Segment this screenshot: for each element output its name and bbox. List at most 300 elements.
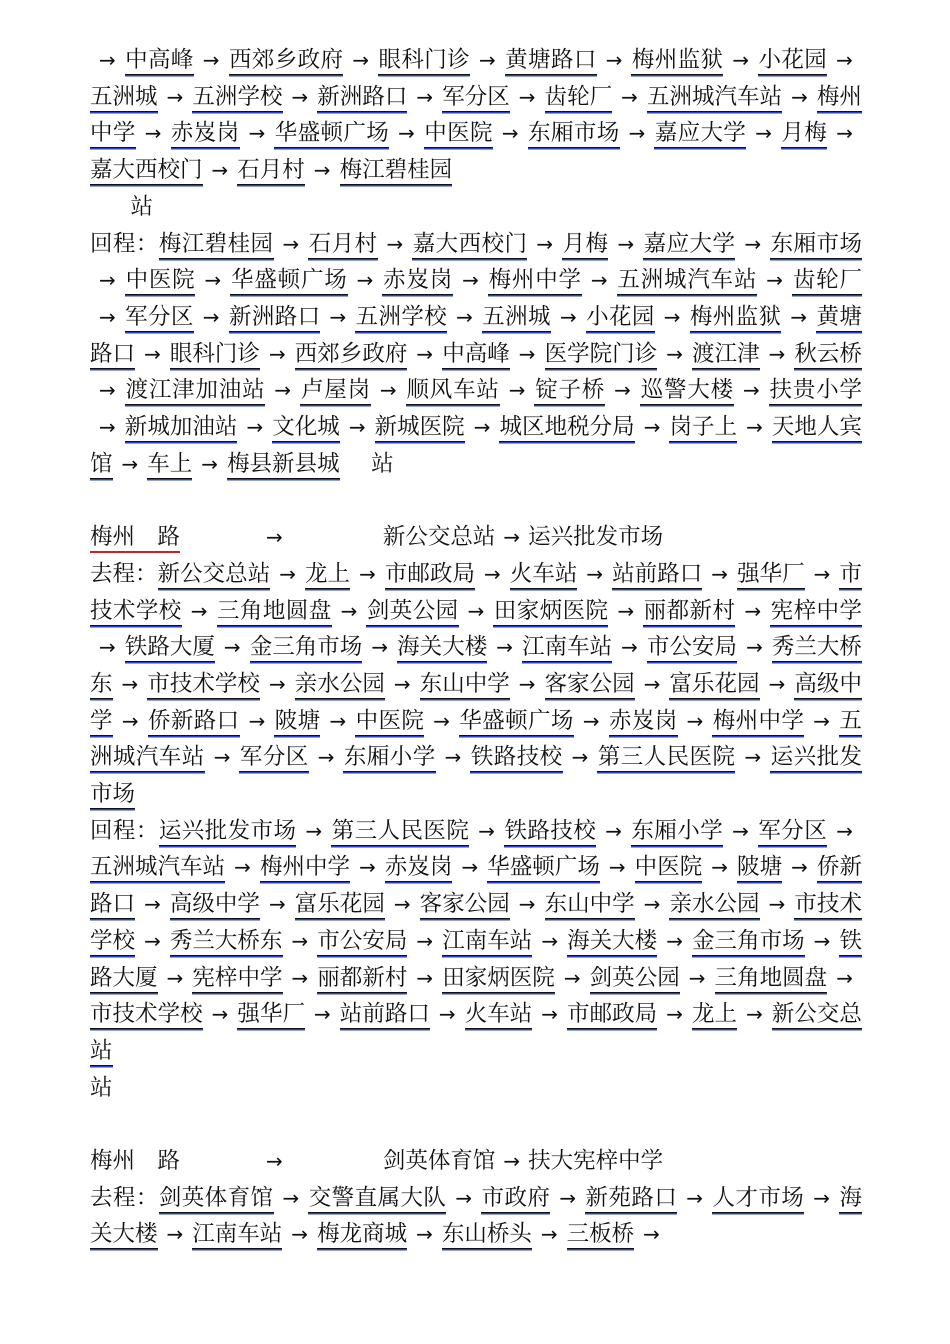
stop-name[interactable]: 东山桥头 — [441, 1221, 532, 1248]
arrow-icon: → — [121, 708, 139, 733]
arrow-icon: → — [121, 451, 139, 476]
route-origin: 剑英体育馆 — [382, 1148, 496, 1175]
stop-name[interactable]: 小花园 — [758, 47, 828, 73]
route-destination: 扶大宪梓中学 — [528, 1148, 664, 1175]
arrow-icon: → — [813, 708, 831, 733]
arrow-icon: → — [768, 892, 786, 917]
stop-name[interactable]: 侨新路口 — [147, 707, 240, 734]
stop-name[interactable]: 剑英公园 — [366, 597, 459, 624]
stop-name[interactable]: 三角地圆盘 — [216, 597, 332, 624]
stop-name[interactable]: 西郊乡政府 — [228, 47, 344, 73]
stop-name[interactable]: 田家炳医院 — [493, 597, 609, 624]
stop-name[interactable]: 军分区 — [124, 303, 194, 330]
stop-name[interactable]: 中医院 — [423, 120, 493, 147]
stop-name[interactable]: 文化城 — [272, 414, 340, 441]
arrow-icon: → — [99, 304, 116, 329]
arrow-icon: → — [279, 561, 296, 586]
stop-name[interactable]: 秀兰大桥东 — [169, 927, 283, 954]
stop-name[interactable]: 卢屋岗 — [300, 377, 371, 404]
stop-name[interactable]: 东厢小学 — [343, 744, 436, 771]
stop-name[interactable]: 城区地税分局 — [499, 414, 635, 441]
arrow-icon: → — [416, 928, 434, 953]
route-title — [90, 519, 862, 556]
arrow-icon: → — [329, 708, 347, 733]
arrow-icon: → — [166, 1222, 184, 1247]
arrow-icon: → — [732, 48, 750, 72]
arrow-icon: → — [790, 304, 808, 329]
stop-name[interactable]: 富乐花园 — [669, 670, 760, 697]
stop-name[interactable]: 三板桥 — [566, 1221, 635, 1248]
stop-suffix: 站 — [130, 193, 154, 220]
stop-name[interactable]: 车上 — [147, 450, 193, 477]
arrow-icon: → — [371, 635, 389, 660]
stop-name[interactable]: 中医院 — [355, 707, 425, 734]
arrow-icon: → — [416, 84, 434, 109]
arrow-icon: → — [518, 341, 536, 366]
stop-name[interactable]: 新洲路口 — [228, 303, 321, 330]
stop-name[interactable]: 秋云桥 — [794, 340, 862, 367]
stop-name[interactable]: 海关大楼 — [90, 1184, 862, 1248]
arrow-icon: → — [291, 965, 309, 990]
stop-name[interactable]: 剑英体育馆 — [158, 1184, 274, 1211]
route-road: 路 — [157, 524, 181, 551]
arrow-icon: → — [398, 121, 415, 146]
stop-name[interactable]: 江南车站 — [522, 634, 613, 661]
stop-name[interactable]: 梅州监狱 — [689, 303, 782, 330]
stop-name[interactable]: 龙上 — [691, 1001, 738, 1028]
stop-name[interactable]: 市技术学校 — [147, 670, 260, 697]
stop-name[interactable]: 五洲学校 — [355, 303, 448, 330]
arrow-icon: → — [643, 892, 661, 917]
arrow-icon: → — [144, 928, 161, 953]
arrow-icon: → — [462, 268, 479, 293]
arrow-icon: → — [744, 745, 762, 770]
arrow-icon: → — [352, 48, 370, 72]
arrow-icon: → — [503, 525, 521, 550]
arrow-icon: → — [508, 378, 526, 403]
stop-name[interactable]: 渡江津加油站 — [124, 377, 266, 404]
stop-name[interactable]: 火车站 — [464, 1001, 533, 1028]
arrow-icon: → — [201, 451, 219, 476]
arrow-icon: → — [484, 561, 501, 586]
stop-name[interactable]: 眼科门诊 — [169, 340, 260, 367]
route-origin: 新公交总站 — [382, 524, 496, 551]
arrow-icon: → — [340, 598, 358, 623]
section-gap — [90, 1106, 862, 1143]
arrow-icon: → — [202, 304, 220, 329]
arrow-icon: → — [813, 1185, 831, 1210]
stop-suffix: 站 — [90, 1074, 113, 1101]
stop-name[interactable]: 市公安局 — [317, 927, 408, 954]
stop-name[interactable]: 梅江碧桂园 — [158, 230, 274, 257]
stop-name[interactable]: 医学院门诊 — [544, 340, 658, 367]
stop-name[interactable]: 梅龙商城 — [317, 1221, 408, 1248]
stop-name[interactable]: 梅县新县城 — [227, 450, 340, 477]
stop-name[interactable]: 华盛顿广场 — [230, 267, 348, 294]
stop-name[interactable]: 赤岌岗 — [170, 120, 240, 147]
arrow-icon: → — [836, 48, 853, 72]
route-document — [90, 42, 862, 1253]
stop-name[interactable]: 客家公园 — [544, 670, 635, 697]
stop-name[interactable]: 金三角市场 — [691, 927, 805, 954]
arrow-icon: → — [503, 1149, 521, 1174]
stop-name[interactable]: 亲水公园 — [669, 891, 760, 918]
stop-name[interactable]: 海关大楼 — [567, 927, 658, 954]
stop-name[interactable]: 五洲城 — [481, 303, 551, 330]
stop-name[interactable]: 侨新路口 — [90, 854, 862, 918]
stop-name[interactable]: 田家炳医院 — [442, 964, 555, 991]
stop-name[interactable]: 市邮政局 — [384, 560, 475, 587]
arrow-icon: → — [166, 84, 184, 109]
stop-name[interactable]: 陂塘 — [274, 707, 321, 734]
stop-name[interactable]: 五洲城 — [90, 83, 158, 110]
arrow-icon: → — [313, 158, 331, 183]
arrow-icon: → — [268, 892, 286, 917]
stop-name[interactable]: 嘉大西校门 — [412, 230, 528, 257]
arrow-icon: → — [456, 304, 473, 329]
arrow-icon: → — [386, 231, 404, 256]
arrow-icon: → — [711, 561, 729, 586]
arrow-icon: → — [282, 1185, 300, 1210]
stop-name[interactable]: 军分区 — [239, 744, 309, 771]
stop-name[interactable]: 丽都新村 — [317, 964, 408, 991]
arrow-icon: → — [348, 415, 366, 440]
stop-name[interactable]: 铁路大厦 — [90, 927, 862, 991]
stop-name[interactable]: 市技术学校 — [90, 560, 862, 624]
stop-name[interactable]: 中医院 — [634, 854, 703, 881]
arrow-icon: → — [590, 268, 608, 293]
stop-name[interactable]: 人才市场 — [712, 1184, 805, 1211]
arrow-icon: → — [202, 48, 220, 72]
stop-name[interactable]: 赤岌岗 — [608, 707, 678, 734]
arrow-icon: → — [248, 708, 266, 733]
stop-name[interactable]: 丽都新村 — [643, 597, 736, 624]
arrow-icon: → — [274, 378, 292, 403]
stop-name[interactable]: 强华厂 — [737, 560, 805, 587]
arrow-icon: → — [501, 121, 519, 146]
stop-name[interactable]: 新公交总站 — [157, 560, 271, 587]
stop-name[interactable]: 赤岌岗 — [382, 267, 454, 294]
arrow-icon: → — [518, 892, 536, 917]
leg-label: 去程： — [90, 560, 158, 587]
arrow-icon: → — [614, 378, 631, 403]
stop-name[interactable]: 黄塘路口 — [504, 47, 597, 73]
route-name — [90, 524, 180, 551]
arrow-icon: → — [643, 1222, 660, 1247]
stop-name[interactable]: 梅州中学 — [487, 267, 582, 294]
stop-name[interactable]: 铁路大厦 — [124, 634, 215, 661]
arrow-icon: → — [755, 121, 773, 146]
stop-name[interactable]: 西郊乡政府 — [294, 340, 408, 367]
stop-name[interactable]: 市技术学校 — [90, 1001, 203, 1028]
arrow-icon: → — [314, 1002, 331, 1027]
stop-name[interactable]: 宪梓中学 — [192, 964, 283, 991]
stop-name[interactable]: 五洲学校 — [192, 83, 283, 110]
arrow-icon: → — [766, 268, 784, 293]
stop-name[interactable]: 华盛顿广场 — [487, 854, 600, 881]
stop-name[interactable]: 锭子桥 — [534, 377, 606, 404]
route-leg — [90, 1180, 862, 1253]
arrow-icon: → — [266, 1149, 283, 1174]
stop-name[interactable]: 海关大楼 — [397, 634, 488, 661]
stop-name[interactable]: 梅州中学 — [90, 83, 862, 147]
stop-name[interactable]: 石月村 — [308, 230, 378, 257]
arrow-icon: → — [666, 341, 683, 366]
stop-name[interactable]: 交警直属大队 — [308, 1184, 447, 1211]
stop-name[interactable]: 华盛顿广场 — [274, 120, 390, 147]
stop-name[interactable]: 东山中学 — [544, 891, 635, 918]
arrow-icon: → — [356, 268, 374, 293]
arrow-icon: → — [666, 1002, 683, 1027]
arrow-icon: → — [813, 561, 831, 586]
arrow-icon: → — [518, 671, 536, 696]
arrow-icon: → — [166, 965, 184, 990]
stop-name[interactable]: 小花园 — [585, 303, 655, 330]
leg-label: 去程： — [90, 1184, 159, 1211]
stop-name[interactable]: 五洲城汽车站 — [646, 83, 783, 110]
leg-label: 回程： — [90, 817, 159, 844]
arrow-icon: → — [359, 561, 376, 586]
stop-name[interactable]: 嘉大西校门 — [90, 157, 203, 184]
leg-label: 回程： — [90, 230, 159, 257]
arrow-icon: → — [438, 1002, 456, 1027]
stop-name[interactable]: 铁路技校 — [504, 817, 597, 844]
route-leg — [90, 813, 862, 1107]
stop-name[interactable]: 新洲路口 — [317, 83, 408, 110]
stop-name[interactable]: 站前路口 — [612, 560, 703, 587]
arrow-icon: → — [99, 635, 116, 660]
arrow-icon: → — [393, 892, 411, 917]
arrow-icon: → — [571, 745, 589, 770]
arrow-icon: → — [190, 598, 208, 623]
arrow-icon: → — [742, 378, 760, 403]
stop-name[interactable]: 梅江碧桂园 — [339, 157, 453, 184]
stop-name[interactable]: 新城医院 — [374, 414, 465, 441]
stop-name[interactable]: 中高峰 — [442, 340, 510, 367]
stop-name[interactable]: 剑英公园 — [589, 964, 680, 991]
stop-name[interactable]: 东厢市场 — [770, 230, 862, 257]
stop-name[interactable]: 市邮政局 — [567, 1001, 658, 1028]
stop-name[interactable]: 高级中学 — [169, 891, 260, 918]
arrow-icon: → — [541, 928, 559, 953]
arrow-icon: → — [617, 231, 635, 256]
arrow-icon: → — [211, 1002, 229, 1027]
arrow-icon: → — [541, 1002, 559, 1027]
stop-name[interactable]: 嘉应大学 — [654, 120, 747, 147]
arrow-icon: → — [836, 818, 853, 843]
stop-name[interactable]: 东厢市场 — [527, 120, 620, 147]
route-destination: 运兴批发市场 — [528, 524, 664, 551]
stop-name[interactable]: 顺风车站 — [405, 377, 500, 404]
stop-name[interactable]: 火车站 — [509, 560, 578, 587]
stop-name[interactable]: 五洲城汽车站 — [616, 267, 758, 294]
arrow-icon: → — [732, 818, 749, 843]
arrow-icon: → — [536, 231, 554, 256]
arrow-icon: → — [234, 855, 251, 880]
stop-name[interactable]: 第三人民医院 — [597, 744, 736, 771]
arrow-icon: → — [144, 341, 161, 366]
arrow-icon: → — [291, 84, 309, 109]
arrow-icon: → — [791, 855, 808, 880]
stop-name[interactable]: 巡警大楼 — [639, 377, 734, 404]
route-leg — [90, 42, 862, 226]
stop-name[interactable]: 强华厂 — [237, 1001, 306, 1028]
arrow-icon: → — [605, 48, 623, 72]
route-city: 梅州 — [90, 1148, 136, 1175]
stop-name[interactable]: 第三人民医院 — [331, 817, 470, 844]
arrow-icon: → — [746, 1002, 763, 1027]
stop-name[interactable]: 市政府 — [481, 1184, 551, 1211]
stop-name[interactable]: 市技术学校 — [90, 891, 862, 954]
arrow-icon: → — [461, 855, 479, 880]
stop-name[interactable]: 亲水公园 — [294, 670, 385, 697]
arrow-icon: → — [813, 928, 831, 953]
stop-name[interactable]: 东厢小学 — [630, 817, 724, 844]
arrow-icon: → — [621, 84, 638, 109]
arrow-icon: → — [540, 1222, 558, 1247]
arrow-icon: → — [836, 121, 853, 146]
arrow-icon: → — [359, 855, 376, 880]
stop-name[interactable]: 嘉应大学 — [643, 230, 736, 257]
arrow-icon: → — [836, 965, 853, 990]
stop-name[interactable]: 梅州中学 — [712, 707, 805, 734]
stop-name[interactable]: 石月村 — [237, 157, 305, 184]
stop-name[interactable]: 渡江津 — [691, 340, 760, 367]
stop-name[interactable]: 市公安局 — [646, 634, 738, 661]
route-name — [90, 1148, 180, 1174]
arrow-icon: → — [433, 708, 451, 733]
stop-name[interactable]: 富乐花园 — [294, 891, 385, 918]
arrow-icon: → — [99, 268, 116, 293]
stop-name[interactable]: 站前路口 — [339, 1001, 430, 1028]
arrow-icon: → — [329, 304, 347, 329]
arrow-icon: → — [608, 855, 626, 880]
stop-name[interactable]: 齿轮厂 — [544, 83, 613, 110]
stop-name[interactable]: 三角地圆盘 — [714, 964, 828, 991]
arrow-icon: → — [121, 671, 139, 696]
arrow-icon: → — [643, 671, 661, 696]
arrow-icon: → — [686, 708, 704, 733]
stop-name[interactable]: 天地人宾馆 — [90, 414, 862, 477]
arrow-icon: → — [791, 84, 808, 109]
arrow-icon: → — [744, 231, 762, 256]
arrow-icon: → — [686, 1185, 704, 1210]
stop-name[interactable]: 运兴批发市场 — [90, 744, 862, 808]
stop-name[interactable]: 陂塘 — [737, 854, 783, 881]
arrow-icon: → — [99, 415, 116, 440]
route-leg — [90, 226, 862, 483]
arrow-icon: → — [266, 525, 283, 550]
stop-name[interactable]: 月梅 — [781, 120, 828, 147]
arrow-icon: → — [559, 304, 577, 329]
stop-name[interactable]: 运兴批发市场 — [158, 817, 297, 844]
arrow-icon: → — [628, 121, 646, 146]
stop-name[interactable]: 金三角市场 — [249, 634, 363, 661]
stop-name[interactable]: 客家公园 — [419, 891, 510, 918]
arrow-icon: → — [582, 708, 600, 733]
stop-name[interactable]: 江南车站 — [442, 927, 533, 954]
arrow-icon: → — [711, 855, 729, 880]
arrow-icon: → — [621, 635, 638, 660]
route-leg — [90, 556, 862, 813]
arrow-icon: → — [744, 598, 762, 623]
stop-name[interactable]: 月梅 — [562, 230, 609, 257]
arrow-icon: → — [688, 965, 706, 990]
stop-name[interactable]: 军分区 — [442, 83, 510, 110]
arrow-icon: → — [416, 965, 434, 990]
stop-name[interactable]: 梅州监狱 — [631, 47, 724, 73]
route-city: 梅州 — [90, 524, 136, 551]
arrow-icon: → — [563, 965, 581, 990]
arrow-icon: → — [768, 671, 786, 696]
stop-name[interactable]: 中高峰 — [124, 47, 194, 73]
arrow-icon: → — [479, 48, 496, 72]
stop-name[interactable]: 秀兰大桥东 — [90, 634, 862, 697]
stop-name[interactable]: 五洲城汽车站 — [90, 854, 226, 881]
stop-suffix: 站 — [371, 450, 394, 477]
arrow-icon: → — [617, 598, 635, 623]
stop-name[interactable]: 扶贵小学 — [768, 377, 862, 404]
stop-name[interactable]: 宪梓中学 — [770, 597, 862, 624]
stop-name[interactable]: 江南车站 — [192, 1221, 283, 1248]
stop-name[interactable]: 新苑路口 — [585, 1184, 678, 1211]
arrow-icon: → — [268, 671, 286, 696]
arrow-icon: → — [379, 378, 397, 403]
stop-name[interactable]: 龙上 — [305, 560, 351, 587]
stop-name[interactable]: 梅州中学 — [259, 854, 351, 881]
section-gap — [90, 482, 862, 519]
arrow-icon: → — [211, 158, 229, 183]
arrow-icon: → — [248, 121, 266, 146]
stop-name[interactable]: 岗子上 — [669, 414, 738, 441]
arrow-icon: → — [416, 1222, 433, 1247]
arrow-icon: → — [416, 341, 434, 366]
arrow-icon: → — [666, 928, 683, 953]
arrow-icon: → — [99, 48, 116, 72]
arrow-icon: → — [291, 928, 309, 953]
stop-name[interactable]: 军分区 — [757, 817, 828, 844]
stop-name[interactable]: 新城加油站 — [124, 414, 238, 441]
stop-name[interactable]: 新公交总站 — [90, 1001, 862, 1064]
stop-name[interactable]: 中医院 — [124, 267, 196, 294]
stop-name[interactable]: 铁路技校 — [470, 744, 563, 771]
arrow-icon: → — [213, 745, 231, 770]
arrow-icon: → — [282, 231, 300, 256]
arrow-icon: → — [768, 341, 786, 366]
arrow-icon: → — [305, 818, 323, 843]
stop-name[interactable]: 高级中学 — [90, 670, 862, 734]
arrow-icon: → — [746, 635, 763, 660]
arrow-icon: → — [746, 415, 763, 440]
arrow-icon: → — [99, 378, 116, 403]
stop-name[interactable]: 赤岌岗 — [384, 854, 453, 881]
route-title — [90, 1143, 862, 1180]
stop-name[interactable]: 齿轮厂 — [792, 267, 862, 294]
arrow-icon: → — [223, 635, 241, 660]
arrow-icon: → — [455, 1185, 473, 1210]
stop-name[interactable]: 东山中学 — [419, 670, 510, 697]
stop-name[interactable]: 眼科门诊 — [378, 47, 471, 73]
arrow-icon: → — [246, 415, 264, 440]
arrow-icon: → — [473, 415, 491, 440]
arrow-icon: → — [317, 745, 335, 770]
arrow-icon: → — [478, 818, 496, 843]
stop-name[interactable]: 华盛顿广场 — [459, 707, 574, 734]
stop-name[interactable]: 五洲城汽车站 — [90, 707, 862, 771]
arrow-icon: → — [204, 268, 222, 293]
route-road: 路 — [157, 1148, 181, 1175]
stop-name[interactable]: 黄塘路口 — [90, 303, 862, 367]
